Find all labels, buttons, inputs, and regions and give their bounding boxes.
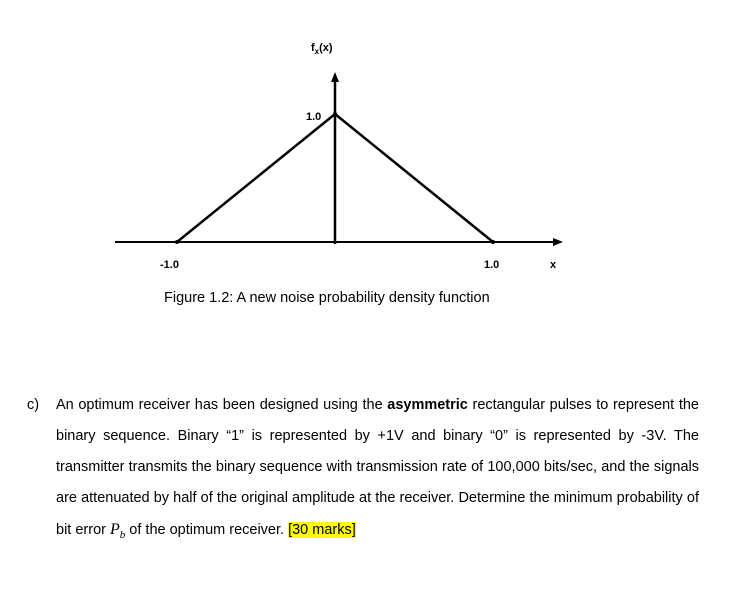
x-right-tick-label: 1.0 xyxy=(484,259,500,271)
data-point-right xyxy=(491,240,495,244)
question-text-2: rectangular pulses to represent the binary sequence. Binary “1” is represented by +1V and binary “0” is represented by -3V. The transmitter transmits the binary sequence with transmission rate of 100,000 bits/sec, and the signals are attenuated by half of the original amplitude at the receiver. Determine the minimum probability of bit error xyxy=(56,397,699,538)
question-text-1: An optimum receiver has been designed using the xyxy=(56,397,388,413)
data-point-left xyxy=(175,240,179,244)
bit-error-symbol: $P_b$ xyxy=(110,521,126,542)
x-axis-label: x xyxy=(550,259,557,271)
y-axis-arrowhead xyxy=(331,72,339,82)
question-bold-word: asymmetric xyxy=(387,397,468,413)
peak-tick-label: 1.0 xyxy=(306,111,322,123)
question-text-3: of the optimum receiver. xyxy=(125,522,289,538)
x-axis-arrowhead xyxy=(553,238,563,246)
question-paragraph xyxy=(56,390,699,551)
figure-caption: Figure 1.2: A new noise probability density function xyxy=(164,290,490,306)
marks-highlight: [30 marks] xyxy=(288,522,356,538)
question-marker: c) xyxy=(27,397,40,413)
x-left-tick-label: -1.0 xyxy=(160,259,179,271)
y-axis-label: $f_x(x)$ xyxy=(311,42,333,56)
question-c xyxy=(27,390,699,551)
data-point-peak xyxy=(333,112,337,116)
